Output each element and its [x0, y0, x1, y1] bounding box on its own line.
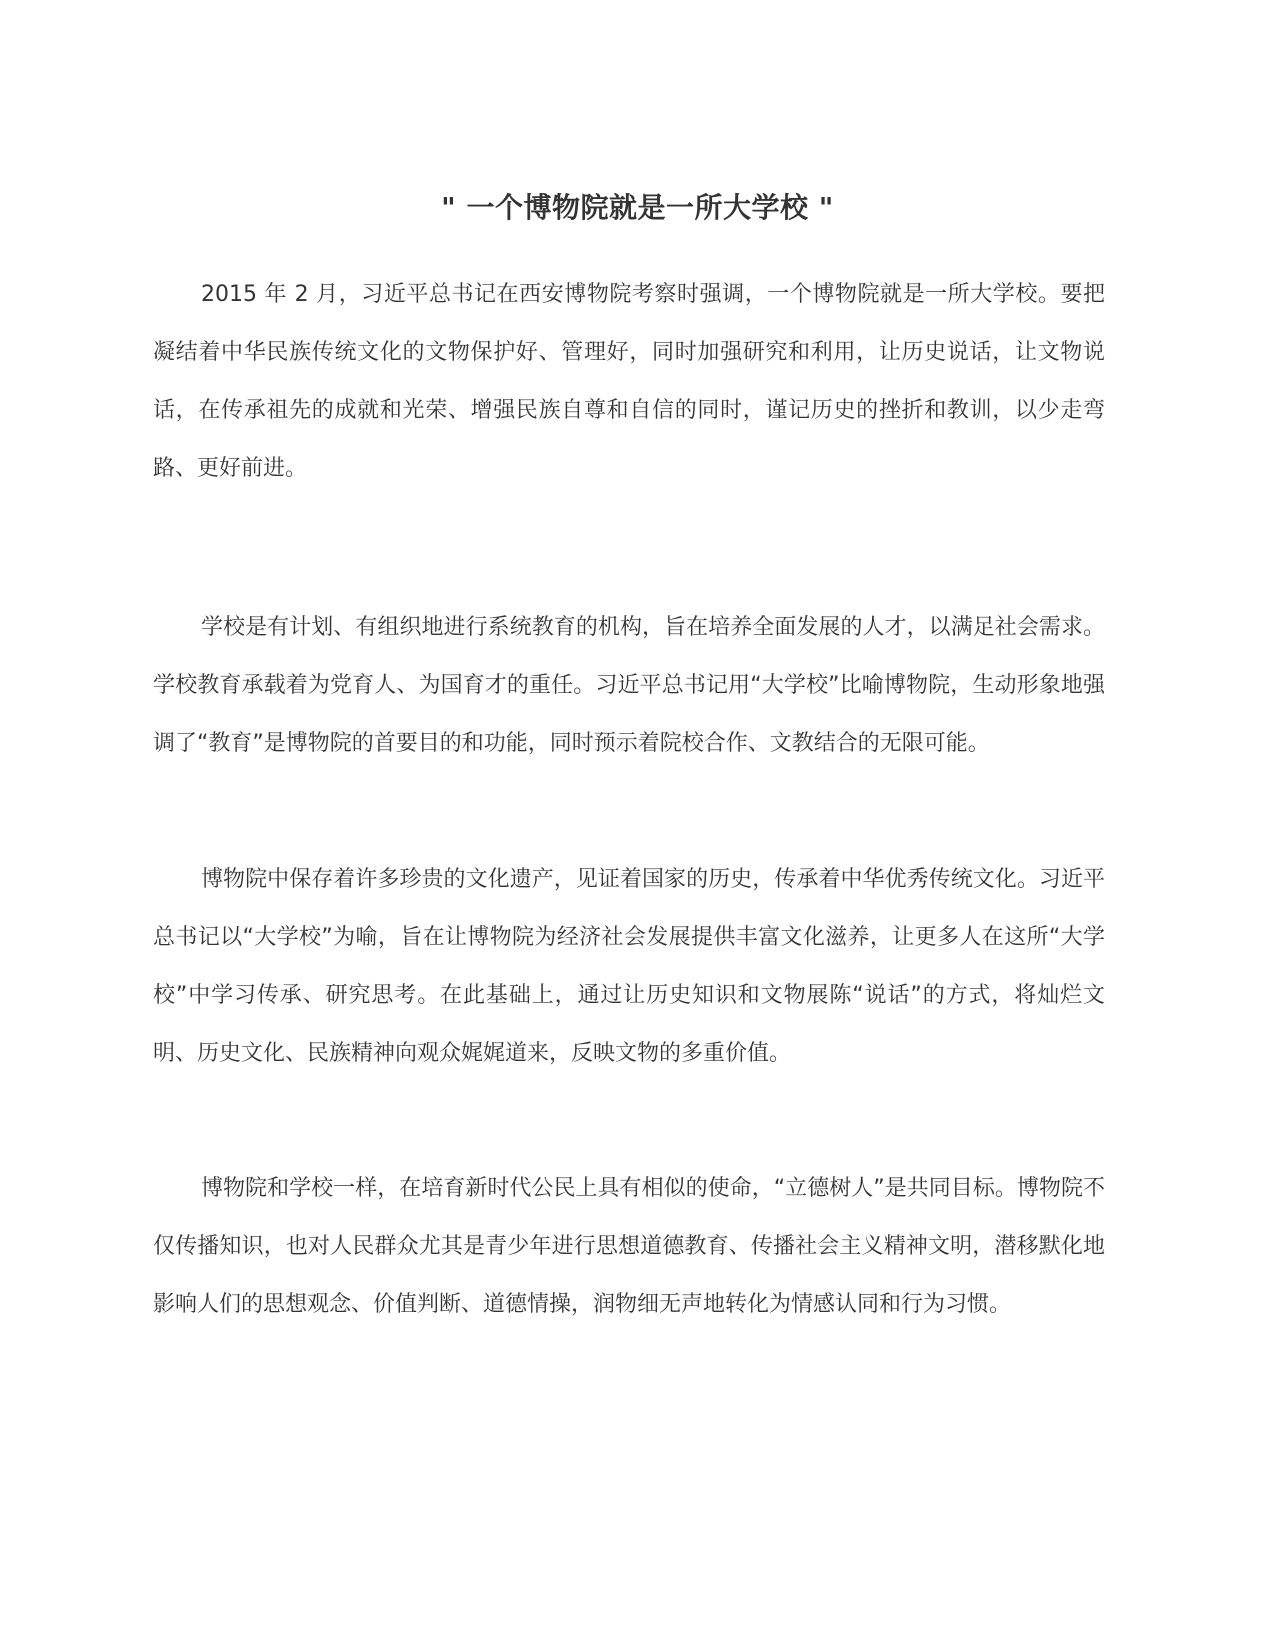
paragraph: 博物院中保存着许多珍贵的文化遗产，见证着国家的历史，传承着中华优秀传统文化。习近平总书记以“大学校”为喻，旨在让博物院为经济社会发展提供丰富文化滋养，让更多人在这所“大学校”中学习传承、研究思考。在此基础上，通过让历史知识和文物展陈“说话”的方式，将灿烂文明、历史文化、民族精神向观众娓娓道来，反映文物的多重价值。 — [153, 867, 1105, 1066]
paragraph: 学校是有计划、有组织地进行系统教育的机构，旨在培养全面发展的人才，以满足社会需求。学校教育承载着为党育人、为国育才的重任。习近平总书记用“大学校”比喻博物院，生动形象地强调了“教育”是博物院的首要目的和功能，同时预示着院校合作、文教结合的无限可能。 — [153, 615, 1105, 756]
document-title: " 一个博物院就是一所大学校 " — [441, 191, 834, 224]
paragraph: 2015 年 2 月，习近平总书记在西安博物院考察时强调，一个博物院就是一所大学校。要把凝结着中华民族传统文化的文物保护好、管理好，同时加强研究和利用，让历史说话，让文物说话，在传承祖先的成就和光荣、增强民族自尊和自信的同时，谨记历史的挫折和教训，以少走弯路、更好前进。 — [153, 282, 1105, 481]
paragraph: 博物院和学校一样，在培育新时代公民上具有相似的使命，“立德树人”是共同目标。博物院不仅传播知识，也对人民群众尤其是青少年进行思想道德教育、传播社会主义精神文明，潜移默化地影响人们的思想观念、价值判断、道德情操，润物细无声地转化为情感认同和行为习惯。 — [153, 1176, 1105, 1317]
